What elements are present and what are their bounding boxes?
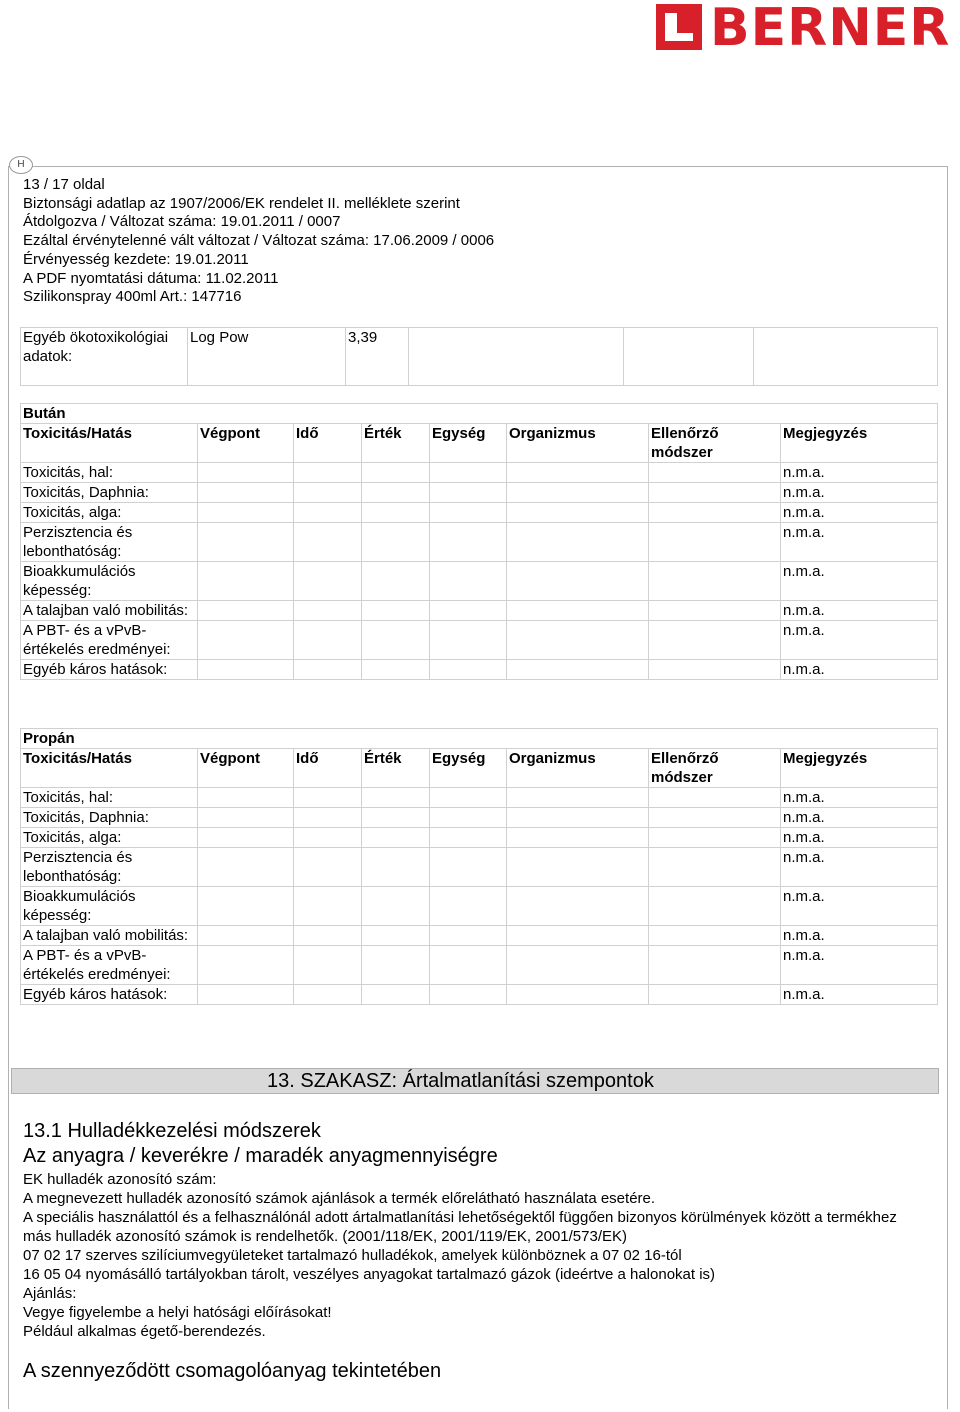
column-header: Idő xyxy=(294,424,362,463)
brand-name: BERNER xyxy=(710,0,951,58)
row-note: n.m.a. xyxy=(781,788,938,808)
column-header: Érték xyxy=(362,424,430,463)
table-row xyxy=(21,887,938,926)
body-line: Ajánlás: xyxy=(23,1285,77,1302)
table-row xyxy=(21,562,938,601)
subheading-waste-methods: 13.1 Hulladékkezelési módszerek xyxy=(23,1120,321,1142)
table-title: Bután xyxy=(21,404,938,424)
row-label: Toxicitás, alga: xyxy=(21,828,198,848)
eco-value: 3,39 xyxy=(346,328,409,386)
row-label: A PBT- és a vPvB-értékelés eredményei: xyxy=(21,621,198,660)
table-row xyxy=(21,503,938,523)
row-label: Toxicitás, alga: xyxy=(21,503,198,523)
row-note: n.m.a. xyxy=(781,926,938,946)
row-note: n.m.a. xyxy=(781,946,938,985)
column-header: Ellenőrző módszer xyxy=(649,424,781,463)
table-row xyxy=(21,926,938,946)
row-note: n.m.a. xyxy=(781,463,938,483)
toxicity-table-butan xyxy=(20,403,938,680)
table-row xyxy=(21,601,938,621)
subheading-substance: Az anyagra / keverékre / maradék anyagmennyiségre xyxy=(23,1145,498,1167)
table-row xyxy=(21,523,938,562)
row-note: n.m.a. xyxy=(781,848,938,887)
row-label: A talajban való mobilitás: xyxy=(21,926,198,946)
section-13-bar xyxy=(11,1068,939,1094)
column-header: Toxicitás/Hatás xyxy=(21,424,198,463)
row-note: n.m.a. xyxy=(781,562,938,601)
row-label: Toxicitás, hal: xyxy=(21,463,198,483)
table-row xyxy=(21,848,938,887)
brand-logo xyxy=(656,0,956,58)
row-note: n.m.a. xyxy=(781,601,938,621)
column-header: Érték xyxy=(362,749,430,788)
column-header: Ellenőrző módszer xyxy=(649,749,781,788)
header-line: Szilikonspray 400ml Art.: 147716 xyxy=(23,288,242,306)
column-header: Egység xyxy=(430,424,507,463)
row-label: A talajban való mobilitás: xyxy=(21,601,198,621)
row-label: Egyéb káros hatások: xyxy=(21,660,198,680)
row-note: n.m.a. xyxy=(781,808,938,828)
row-label: Toxicitás, hal: xyxy=(21,788,198,808)
row-note: n.m.a. xyxy=(781,985,938,1005)
row-label: Toxicitás, Daphnia: xyxy=(21,483,198,503)
body-line: A speciális használattól és a felhasználónál adott ártalmatlanítási lehetőségektől függően bizonyos körülmények között a termékhez xyxy=(23,1209,897,1226)
section-13-body xyxy=(23,1170,923,1341)
row-label: Bioakkumulációs képesség: xyxy=(21,562,198,601)
row-note: n.m.a. xyxy=(781,503,938,523)
table-row xyxy=(21,828,938,848)
body-line: A megnevezett hulladék azonosító számok ajánlások a termék előrelátható használata esetére. xyxy=(23,1190,656,1207)
subheading-packaging: A szennyeződött csomagolóanyag tekintetében xyxy=(23,1360,442,1382)
column-header: Megjegyzés xyxy=(781,749,938,788)
body-line: EK hulladék azonosító szám: xyxy=(23,1171,217,1188)
table-row xyxy=(21,946,938,985)
row-note: n.m.a. xyxy=(781,483,938,503)
table-row xyxy=(21,808,938,828)
column-header: Végpont xyxy=(198,749,294,788)
row-label: Perzisztencia és lebonthatóság: xyxy=(21,523,198,562)
eco-label: Egyéb ökotoxikológiai adatok: xyxy=(21,328,188,386)
header-line: Érvényesség kezdete: 19.01.2011 xyxy=(23,250,249,268)
header-line: Átdolgozva / Változat száma: 19.01.2011 / 0007 xyxy=(23,213,341,231)
row-label: Bioakkumulációs képesség: xyxy=(21,887,198,926)
table-row xyxy=(21,463,938,483)
row-note: n.m.a. xyxy=(781,621,938,660)
eco-param: Log Pow xyxy=(188,328,346,386)
column-header: Megjegyzés xyxy=(781,424,938,463)
table-row xyxy=(21,483,938,503)
table-row xyxy=(21,788,938,808)
row-note: n.m.a. xyxy=(781,828,938,848)
row-note: n.m.a. xyxy=(781,660,938,680)
table-title: Propán xyxy=(21,729,938,749)
document-header xyxy=(23,176,494,307)
table-row xyxy=(21,660,938,680)
row-note: n.m.a. xyxy=(781,523,938,562)
column-header: Egység xyxy=(430,749,507,788)
header-line: A PDF nyomtatási dátuma: 11.02.2011 xyxy=(23,269,279,287)
row-label: Perzisztencia és lebonthatóság: xyxy=(21,848,198,887)
section-13-title: 13. SZAKASZ: Ártalmatlanítási szempontok xyxy=(267,1070,654,1092)
column-header: Organizmus xyxy=(507,749,649,788)
body-line: más hulladék azonosító számok is rendelhetők. (2001/118/EK, 2001/119/EK, 2001/573/EK) xyxy=(23,1228,627,1245)
row-label: Egyéb káros hatások: xyxy=(21,985,198,1005)
body-line: Például alkalmas égető-berendezés. xyxy=(23,1323,266,1340)
header-line: Biztonsági adatlap az 1907/2006/EK rendelet II. melléklete szerint xyxy=(23,194,460,212)
row-label: Toxicitás, Daphnia: xyxy=(21,808,198,828)
column-header: Organizmus xyxy=(507,424,649,463)
header-line: 13 / 17 oldal xyxy=(23,176,105,193)
body-line: 07 02 17 szerves szilíciumvegyületeket tartalmazó hulladékok, amelyek különböznek a 07 02 16-tól xyxy=(23,1247,682,1264)
column-header: Végpont xyxy=(198,424,294,463)
language-badge: H xyxy=(9,156,33,174)
column-header: Idő xyxy=(294,749,362,788)
table-row xyxy=(21,985,938,1005)
header-line: Ezáltal érvénytelenné vált változat / Változat száma: 17.06.2009 / 0006 xyxy=(23,232,495,250)
toxicity-table-propan xyxy=(20,728,938,1005)
column-header: Toxicitás/Hatás xyxy=(21,749,198,788)
row-note: n.m.a. xyxy=(781,887,938,926)
row-label: A PBT- és a vPvB-értékelés eredményei: xyxy=(21,946,198,985)
table-row xyxy=(21,621,938,660)
eco-table xyxy=(20,327,938,386)
body-line: Vegye figyelembe a helyi hatósági előírásokat! xyxy=(23,1304,332,1321)
berner-logo-icon xyxy=(656,4,702,50)
body-line: 16 05 04 nyomásálló tartályokban tárolt, veszélyes anyagokat tartalmazó gázok (ideértve a halonokat is) xyxy=(23,1266,716,1283)
